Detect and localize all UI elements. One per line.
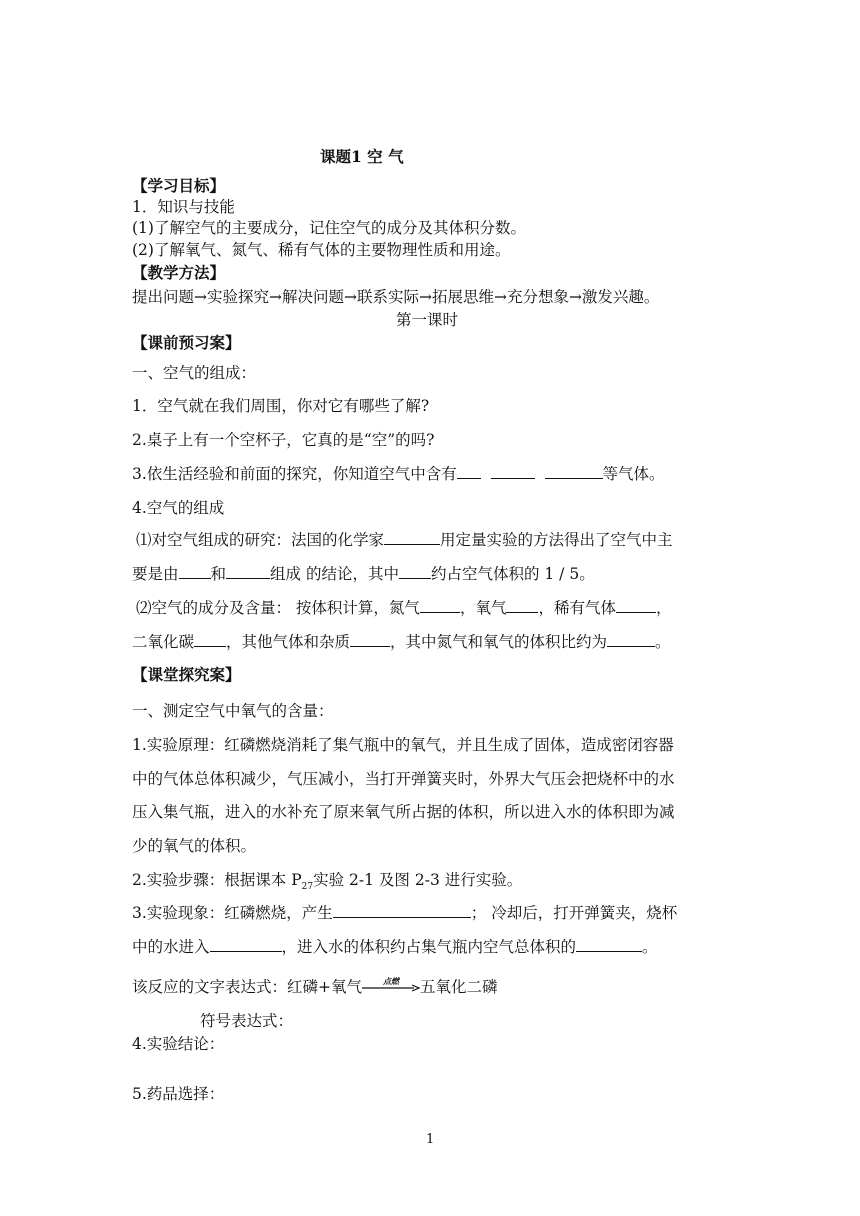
- steps-line: [132, 870, 522, 897]
- principle-line: 中的气体总体积减少，气压减小，当打开弹簧夹时，外界大气压会把烧杯中的水: [132, 770, 675, 788]
- question-4: 4.空气的组成: [132, 499, 225, 517]
- page-title: 课题1 空 气: [320, 147, 404, 166]
- conclusion: 4.实验结论：: [132, 1035, 225, 1053]
- goals-heading: 【学习目标】: [132, 176, 226, 195]
- blank: [545, 464, 603, 479]
- class-intro: 一、测定空气中氧气的含量：: [132, 702, 334, 720]
- symbol-expression: 符号表达式：: [200, 1012, 294, 1030]
- phenomenon-text: 。: [642, 938, 658, 956]
- q4-1-text: 用定量实验的方法得出了空气中主: [440, 531, 673, 549]
- blank: [607, 632, 655, 647]
- blank: [506, 598, 538, 613]
- question-2: 2.桌子上有一个空杯子，它真的是“空”的吗?: [132, 431, 435, 449]
- q4-2-text: ，: [655, 599, 672, 617]
- page-number: 1: [426, 1132, 435, 1147]
- q4-2-text: ，其他气体和杂质: [226, 633, 351, 651]
- q4-1-text: 要是由: [132, 565, 179, 583]
- principle-line: 1.实验原理：红磷燃烧消耗了集气瓶中的氧气，并且生成了固体，造成密闭容器: [132, 736, 674, 754]
- question-4-2b: [132, 632, 671, 652]
- question-3-text: 3.依生活经验和前面的探究，你知道空气中含有: [132, 465, 457, 483]
- blank: [616, 598, 656, 613]
- class-heading: 【课堂探究案】: [132, 665, 241, 684]
- q4-2-text: 二氧化碳: [132, 633, 195, 651]
- q4-1-text: 约占空气体积的 1 / 5。: [430, 565, 595, 583]
- q4-2-text: ，其中氮气和氧气的体积比约为: [390, 633, 608, 651]
- reaction-condition: 点燃: [383, 976, 399, 986]
- question-4-1b: [132, 564, 595, 584]
- blank: [350, 632, 390, 647]
- q4-2-text: ，氧气: [459, 599, 507, 617]
- q4-1-text: ⑴对空气组成的研究：法国的化学家: [136, 531, 385, 549]
- principle-line: 少的氧气的体积。: [132, 837, 257, 855]
- reaction-arrow: [362, 976, 420, 995]
- steps-text: 2.实验步骤：根据课本 P: [132, 871, 302, 889]
- blank: [226, 564, 270, 579]
- goals-line: (1)了解空气的主要成分，记住空气的成分及其体积分数。: [132, 219, 526, 237]
- q4-1-text: 和: [210, 565, 227, 583]
- phenomenon-text: 3.实验现象：红磷燃烧，产生: [132, 904, 333, 922]
- phenomenon-text: 中的水进入: [132, 938, 210, 956]
- equation-line: [132, 977, 498, 997]
- blank: [210, 937, 282, 952]
- goals-line: (2)了解氧气、氮气、稀有气体的主要物理性质和用途。: [132, 241, 511, 259]
- equation-text: 五氧化二磷: [420, 978, 498, 996]
- preview-intro: 一、空气的组成：: [132, 364, 257, 382]
- question-4-1: [136, 530, 673, 550]
- equation-text: 该反应的文字表达式：红磷+氧气: [132, 978, 362, 996]
- blank: [457, 464, 481, 479]
- principle-line: 压入集气瓶，进入的水补充了原来氧气所占据的体积，所以进入水的体积即为减: [132, 803, 675, 821]
- phenomenon-text: ； 冷却后，打开弹簧夹，烧杯: [470, 904, 678, 922]
- question-3-text: 等气体。: [602, 465, 665, 483]
- page-subscript: 27: [301, 882, 314, 893]
- phenomenon-line: [132, 937, 658, 957]
- drug-selection: 5.药品选择：: [132, 1085, 225, 1103]
- blank: [333, 903, 471, 918]
- preview-heading: 【课前预习案】: [132, 333, 241, 352]
- q4-2-text: ，稀有气体: [538, 599, 616, 617]
- question-3: [132, 464, 665, 484]
- blank: [179, 564, 211, 579]
- steps-text: 实验 2-1 及图 2-3 进行实验。: [313, 871, 523, 889]
- phenomenon-line: [132, 903, 677, 923]
- blank: [399, 564, 431, 579]
- blank: [384, 530, 440, 545]
- question-1: 1．空气就在我们周围，你对它有哪些了解?: [132, 397, 430, 415]
- blank: [576, 937, 642, 952]
- goals-line: 1．知识与技能: [132, 198, 235, 216]
- q4-2-text: ⑵空气的成分及含量： 按体积计算，氮气: [136, 599, 420, 617]
- q4-2-text: 。: [655, 633, 671, 651]
- blank: [420, 598, 460, 613]
- phenomenon-text: ，进入水的体积约占集气瓶内空气总体积的: [281, 938, 577, 956]
- question-4-2: [136, 598, 671, 618]
- lesson-label: 第一课时: [396, 311, 459, 329]
- q4-1-text: 组成 的结论，其中: [270, 565, 399, 583]
- blank: [491, 464, 535, 479]
- blank: [194, 632, 226, 647]
- method-text: 提出问题→实验探究→解决问题→联系实际→拓展思维→充分想象→激发兴趣。: [132, 288, 660, 306]
- method-heading: 【教学方法】: [132, 263, 226, 282]
